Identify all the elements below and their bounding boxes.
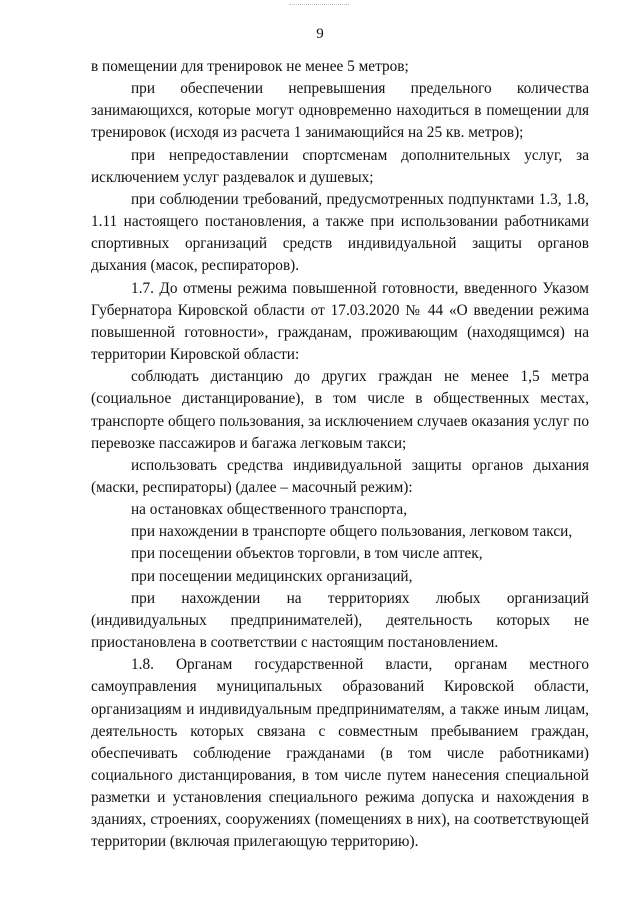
paragraph: при обеспечении непревышения предельного количества занимающихся, которые могут одновременно находиться в помещении для тренировок (исходя из расчета 1 занимающийся на 25 кв. метров);: [91, 80, 589, 142]
scan-artifact: [289, 4, 349, 9]
list-line: при посещении объектов торговли, в том числе аптек,: [131, 545, 483, 563]
paragraph: использовать средства индивидуальной защиты органов дыхания (маски, респираторы) (далее – масочный режим):: [91, 456, 589, 496]
paragraph-section-1-7: 1.7. До отмены режима повышенной готовности, введенного Указом Губернатора Кировской области от 17.03.2020 № 44 «О введении режима повышенной готовности», гражданам, проживающим (находящимся) на территории Кировской области:: [91, 279, 589, 364]
paragraph-section-1-8: 1.8. Органам государственной власти, органам местного самоуправления муниципальных образований Кировской области, организациям и индивидуальным предпринимателям, а также иным лицам, деятельность которых связана с совместным пребыванием граждан, обеспечивать соблюдение гражданами (в том числе работниками) социального дистанцирования, в том числе путем нанесения специальной разметки и установления специального режима допуска и нахождения в зданиях, строениях, сооружениях (помещениях в них), на соответствующей территории (включая прилегающую территорию).: [91, 656, 589, 851]
paragraph: при соблюдении требований, предусмотренных подпунктами 1.3, 1.8, 1.11 настоящего постановления, а также при использовании работниками спортивных организаций средств индивидуальной защиты органов дыхания (масок, респираторов).: [91, 190, 589, 275]
list-line: при нахождении в транспорте общего пользования, легковом такси,: [131, 523, 573, 541]
list-line: при посещении медицинских организаций,: [131, 567, 413, 585]
paragraph: при нахождении на территориях любых организаций (индивидуальных предпринимателей), деятельность которых не приостановлена в соответствии с настоящим постановлением.: [91, 589, 589, 652]
list-line: на остановках общественного транспорта,: [131, 501, 408, 519]
paragraph: в помещении для тренировок не менее 5 метров;: [91, 58, 409, 75]
document-body: [91, 56, 589, 854]
paragraph: при непредоставлении спортсменам дополнительных услуг, за исключением услуг раздевалок и душевых;: [91, 146, 589, 186]
paragraph: соблюдать дистанцию до других граждан не менее 1,5 метра (социальное дистанцирование), в том числе в общественных местах, транспорте общего пользования, за исключением случаев оказания услуг по перевозке пассажиров и багажа легковым такси;: [91, 368, 589, 452]
page-number: 9: [316, 26, 324, 42]
